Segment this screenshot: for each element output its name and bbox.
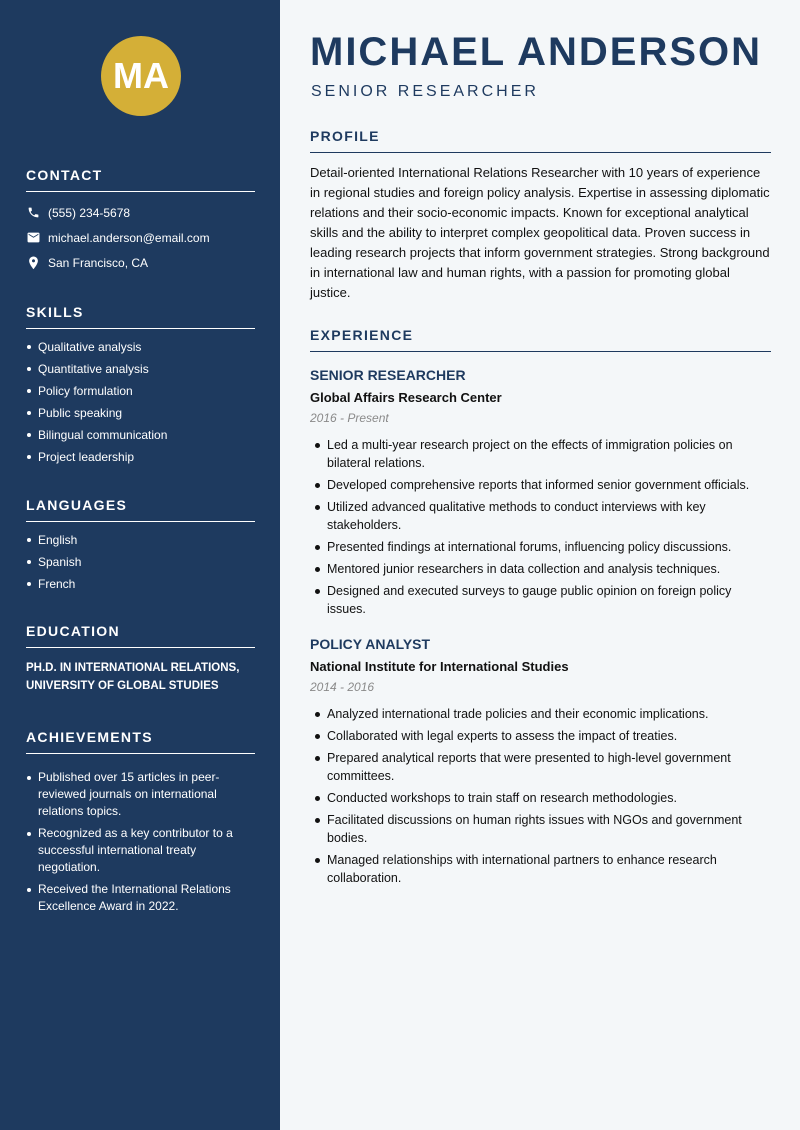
job-title: POLICY ANALYST	[310, 636, 431, 652]
job-bullets	[310, 436, 771, 618]
contact-phone-text: (555) 234-5678	[48, 205, 131, 220]
job-entry	[310, 636, 771, 891]
job-bullets	[310, 705, 771, 887]
job-company: National Institute for International Studies	[310, 659, 569, 674]
list-item: Quantitative analysis	[26, 362, 255, 376]
job-entry	[310, 367, 771, 622]
profile-section	[310, 128, 771, 303]
list-item: Developed comprehensive reports that informed senior government officials.	[310, 476, 771, 494]
sidebar	[0, 0, 280, 1130]
list-item: Utilized advanced qualitative methods to conduct interviews with key stakeholders.	[310, 498, 771, 534]
main-content	[280, 0, 800, 1130]
list-item: Managed relationships with international partners to enhance research collaboration.	[310, 851, 771, 887]
skills-list	[26, 340, 255, 464]
phone-icon	[26, 206, 40, 220]
list-item: Prepared analytical reports that were presented to high-level government committees.	[310, 749, 771, 785]
languages-heading: LANGUAGES	[26, 497, 255, 522]
list-item: English	[26, 533, 255, 547]
list-item: Collaborated with legal experts to assess the impact of treaties.	[310, 727, 771, 745]
list-item: Conducted workshops to train staff on research methodologies.	[310, 789, 771, 807]
achievements-list	[26, 769, 255, 915]
list-item: Recognized as a key contributor to a successful international treaty negotiation.	[26, 825, 255, 876]
experience-section	[310, 327, 771, 352]
education-section	[26, 623, 255, 695]
list-item: Published over 15 articles in peer-reviewed journals on international relations topics.	[26, 769, 255, 820]
contact-email-text: michael.anderson@email.com	[48, 230, 210, 245]
list-item: Facilitated discussions on human rights issues with NGOs and government bodies.	[310, 811, 771, 847]
list-item: Received the International Relations Excellence Award in 2022.	[26, 881, 255, 915]
achievements-section	[26, 729, 255, 920]
education-heading: EDUCATION	[26, 623, 255, 648]
job-dates: 2014 - 2016	[310, 680, 375, 694]
job-title: SENIOR RESEARCHER	[310, 367, 466, 383]
list-item: Bilingual communication	[26, 428, 255, 442]
experience-heading: EXPERIENCE	[310, 327, 771, 352]
contact-section	[26, 167, 255, 271]
list-item: Designed and executed surveys to gauge public opinion on foreign policy issues.	[310, 582, 771, 618]
skills-section	[26, 304, 255, 472]
list-item: Led a multi-year research project on the effects of immigration policies on bilateral relations.	[310, 436, 771, 472]
education-degree: PH.D. IN INTERNATIONAL RELATIONS, UNIVERSITY OF GLOBAL STUDIES	[26, 662, 240, 692]
contact-location	[26, 254, 255, 271]
candidate-name: MICHAEL ANDERSON	[310, 30, 763, 74]
contact-email	[26, 229, 255, 246]
contact-phone	[26, 204, 255, 221]
job-company: Global Affairs Research Center	[310, 390, 502, 405]
languages-list	[26, 533, 255, 591]
job-dates: 2016 - Present	[310, 411, 389, 425]
candidate-title: SENIOR RESEARCHER	[311, 83, 539, 100]
list-item: Analyzed international trade policies and their economic implications.	[310, 705, 771, 723]
skills-heading: SKILLS	[26, 304, 255, 329]
contact-location-text: San Francisco, CA	[48, 255, 149, 270]
list-item: Qualitative analysis	[26, 340, 255, 354]
list-item: Project leadership	[26, 450, 255, 464]
list-item: Policy formulation	[26, 384, 255, 398]
list-item: Spanish	[26, 555, 255, 569]
profile-heading: PROFILE	[310, 128, 771, 153]
list-item: Public speaking	[26, 406, 255, 420]
list-item: Presented findings at international forums, influencing policy discussions.	[310, 538, 771, 556]
profile-text: Detail-oriented International Relations Researcher with 10 years of experience in regional studies and foreign policy analysis. Expertise in assessing diplomatic relations and their socio-economic impacts. Known for exceptional analytical skills and the ability to interpret complex geopolitical data. Proven success in leading research projects that inform government strategies. Strong background in international law and human rights, with a passion for promoting global justice.	[310, 165, 770, 300]
email-icon	[26, 231, 40, 245]
contact-heading: CONTACT	[26, 167, 255, 192]
list-item: French	[26, 577, 255, 591]
avatar: MA	[101, 36, 181, 116]
location-pin-icon	[26, 256, 40, 270]
list-item: Mentored junior researchers in data collection and analysis techniques.	[310, 560, 771, 578]
languages-section	[26, 497, 255, 599]
achievements-heading: ACHIEVEMENTS	[26, 729, 255, 754]
